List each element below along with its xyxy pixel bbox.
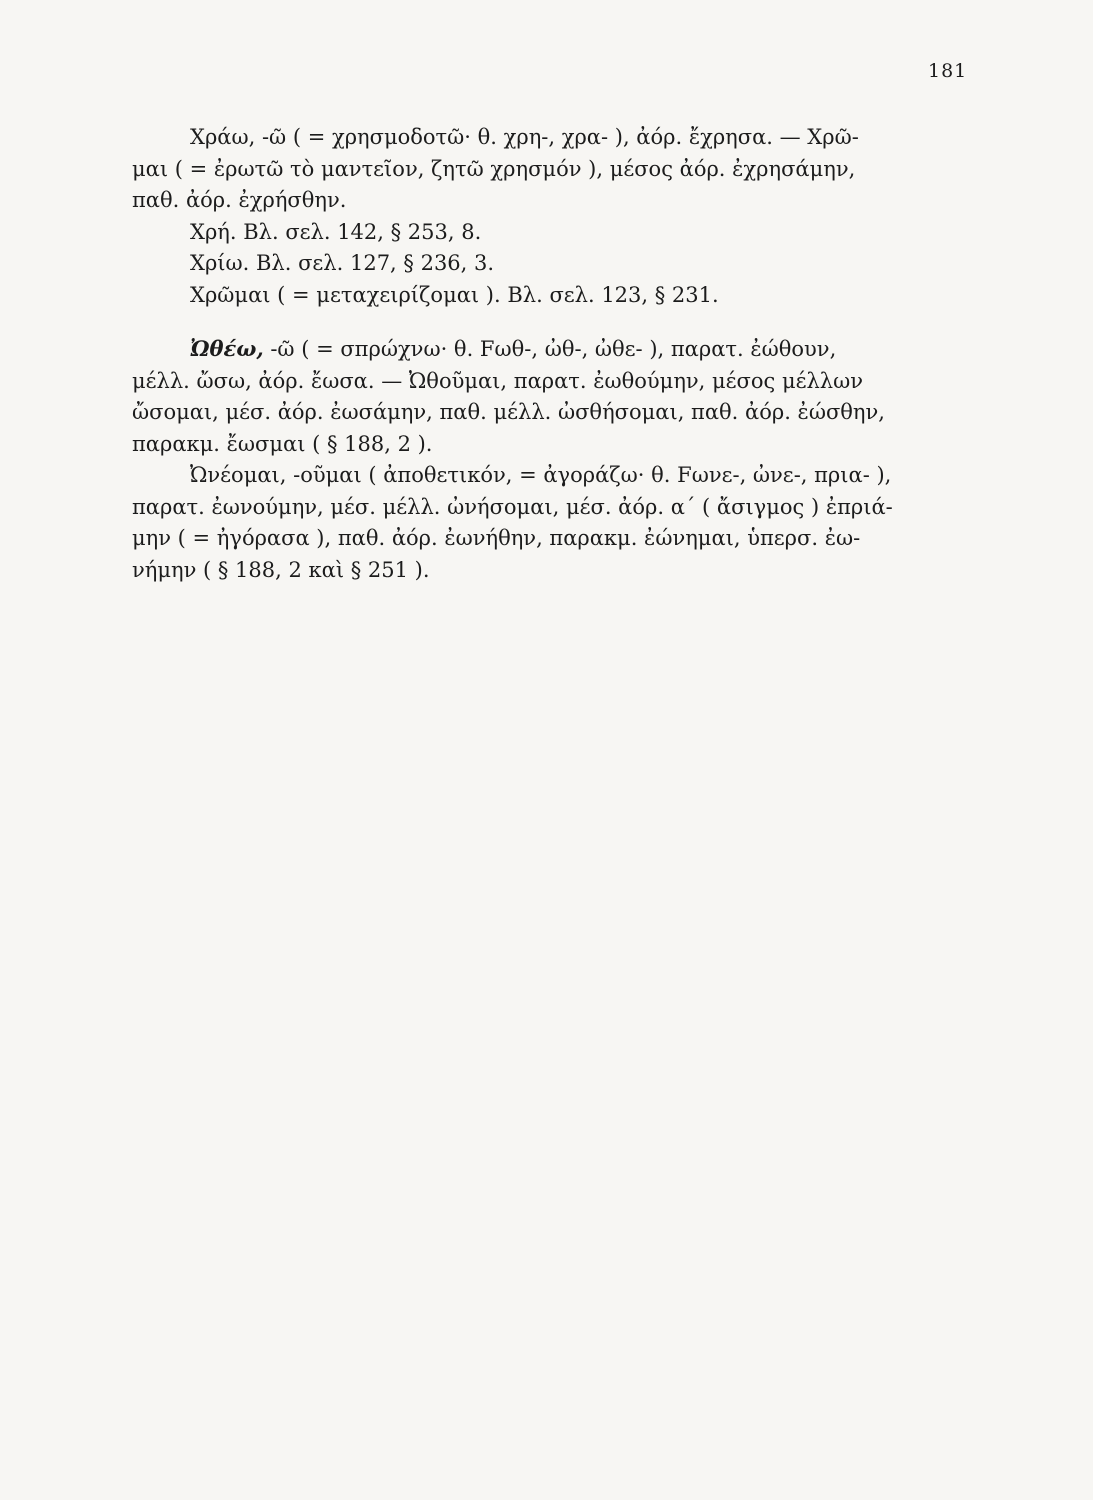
text-line: Χράω, -ῶ ( = χρησμοδοτῶ· θ. χρη-, χρα- ), ἀόρ. ἔχρησα. — Χρῶ- [190, 125, 859, 149]
entry-chre [132, 217, 972, 249]
page-number: 181 [928, 60, 968, 82]
entry-oneomai [132, 460, 972, 586]
text-line [132, 333, 972, 366]
entry-otheo [132, 333, 972, 460]
text-line: μαι ( = ἐρωτῶ τὸ μαντεῖον, ζητῶ χρησμόν ), μέσος ἀόρ. ἐχρησάμην, [132, 156, 856, 181]
entry-chromai [132, 280, 972, 312]
text-line: Χρῶμαι ( = μεταχειρίζομαι ). Βλ. σελ. 123, § 231. [190, 282, 719, 307]
text-line: παρακμ. ἔωσμαι ( § 188, 2 ). [132, 431, 433, 456]
text-line: νήμην ( § 188, 2 καὶ § 251 ). [132, 557, 430, 582]
text-line: Ὠνέομαι, -οῦμαι ( ἀποθετικόν, = ἀγοράζω· θ. Fωνε-, ὠνε-, πρια- ), [190, 463, 892, 487]
text-line: παθ. ἀόρ. ἐχρήσθην. [132, 188, 347, 212]
text-line: παρατ. ἐωνούμην, μέσ. μέλλ. ὠνήσομαι, μέσ. ἀόρ. α΄ ( ἄσιγμος ) ἐπριά- [132, 494, 893, 519]
entry-chrio [132, 248, 972, 280]
text-line: μην ( = ἠγόρασα ), παθ. ἀόρ. ἐωνήθην, παρακμ. ἐώνημαι, ὑπερσ. ἐω- [132, 526, 861, 550]
page-body [132, 122, 972, 586]
entry-headword: Ὠθέω, [190, 336, 264, 361]
text-line: μέλλ. ὤσω, ἀόρ. ἔωσα. — Ὠθοῦμαι, παρατ. ἐωθούμην, μέσος μέλλων [132, 368, 864, 393]
text-line: ὤσομαι, μέσ. ἀόρ. ἐωσάμην, παθ. μέλλ. ὠσθήσομαι, παθ. ἀόρ. ἐώσθην, [132, 400, 885, 424]
text-line: Χρίω. Βλ. σελ. 127, § 236, 3. [190, 251, 495, 275]
text-segment: -ῶ ( = σπρώχνω· θ. Fωθ-, ὠθ-, ὠθε- ), παρατ. ἐώθουν, [263, 337, 837, 361]
text-line: Χρή. Βλ. σελ. 142, § 253, 8. [190, 219, 482, 244]
entry-chrao [132, 122, 972, 217]
